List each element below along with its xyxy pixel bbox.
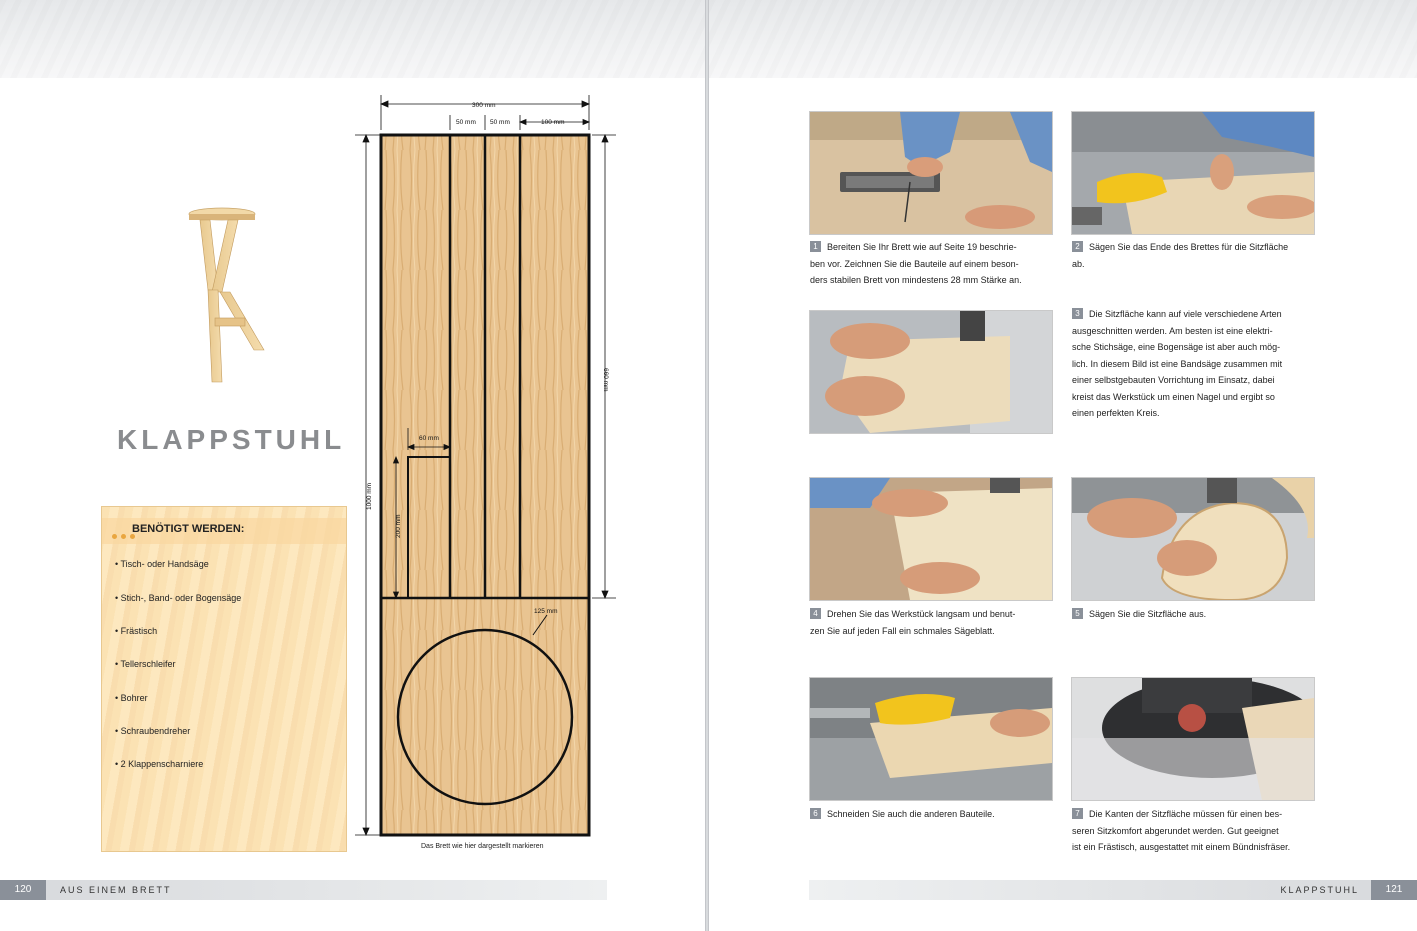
dim-width-c: 100 mm xyxy=(541,119,565,126)
left-footer xyxy=(0,880,607,900)
step-6-photo xyxy=(809,677,1053,801)
material-item: • 2 Klappenscharniere xyxy=(115,759,204,769)
right-page xyxy=(709,0,1417,931)
step-number: 3 xyxy=(1072,308,1083,319)
step-number: 2 xyxy=(1072,241,1083,252)
step-2-text: 2 Sägen Sie das Ende des Brettes für die Sitzfläche ab. xyxy=(1072,242,1289,269)
dim-radius: 125 mm xyxy=(534,608,558,615)
step-5-text: 5 Sägen Sie die Sitzfläche aus. xyxy=(1072,606,1312,623)
step-number: 5 xyxy=(1072,608,1083,619)
step-3-text: 3 Die Sitzfläche kann auf viele verschiedene Arten ausgeschnitten werden. Am besten ist eine elektri- sche Stichsäge, eine Bogensäge ist aber auch mög- lich. In diesem Bild ist eine Bandsäge zusammen mit einer selbstgebauten Vorrichtung im Einsatz, dabei kreist das Werkstück um einen Nagel und ergibt so einen perfekten Kreis. xyxy=(1072,309,1283,418)
diagram-caption: Das Brett wie hier dargestellt markieren xyxy=(421,843,544,850)
dim-notch-width: 60 mm xyxy=(419,435,439,442)
step-1-photo xyxy=(809,111,1053,235)
dim-upper-height: 660 mm xyxy=(602,368,609,392)
right-footer xyxy=(809,880,1417,900)
step-number: 6 xyxy=(810,808,821,819)
step-number: 1 xyxy=(810,241,821,252)
stool-photo xyxy=(182,200,272,390)
step-5-photo xyxy=(1071,477,1315,601)
material-item: • Tellerschleifer xyxy=(115,659,176,669)
step-1-text: 1 Bereiten Sie Ihr Brett wie auf Seite 19 beschrie- ben vor. Zeichnen Sie die Bauteile auf einem beson- ders stabilen Brett von mindestens 28 mm Stärke an. xyxy=(810,242,1022,285)
material-item: • Frästisch xyxy=(115,626,158,636)
page-number: 121 xyxy=(1371,880,1417,900)
step-4-text: 4 Drehen Sie das Werkstück langsam und benut- zen Sie auf jeden Fall ein schmales Sägeblatt. xyxy=(810,609,1016,636)
step-2-photo xyxy=(1071,111,1315,235)
footer-title: AUS EINEM BRETT xyxy=(60,885,172,895)
dim-total-height: 1000 mm xyxy=(366,482,373,510)
stone-header-band xyxy=(709,0,1417,78)
materials-header xyxy=(102,518,346,544)
step-number: 7 xyxy=(1072,808,1083,819)
material-item: • Bohrer xyxy=(115,693,148,703)
material-item: • Stich-, Band- oder Bogensäge xyxy=(115,593,242,603)
material-item: • Tisch- oder Handsäge xyxy=(115,559,209,569)
page-number: 120 xyxy=(0,880,46,900)
footer-title: KLAPPSTUHL xyxy=(1280,885,1359,895)
dim-width-a: 50 mm xyxy=(456,119,476,126)
material-item: • Schraubendreher xyxy=(115,726,191,736)
step-number: 4 xyxy=(810,608,821,619)
left-page xyxy=(0,0,705,931)
step-3-photo xyxy=(809,310,1053,434)
page-title: KLAPPSTUHL xyxy=(117,424,346,455)
step-7-text: 7 Die Kanten der Sitzfläche müssen für einen bes- seren Sitzkomfort abgerundet werden. Gut geeignet ist ein Frästisch, ausgestattet mit einem Bündnisfräser. xyxy=(1072,809,1291,852)
step-7-photo xyxy=(1071,677,1315,801)
step-6-text: 6 Schneiden Sie auch die anderen Bauteile. xyxy=(810,806,1050,823)
materials-box xyxy=(101,506,347,852)
step-4-photo xyxy=(809,477,1053,601)
dim-total-width: 300 mm xyxy=(472,102,496,109)
cutting-diagram xyxy=(350,90,630,860)
dim-notch-height: 200 mm xyxy=(395,514,402,538)
stone-header-band xyxy=(0,0,705,78)
materials-heading: BENÖTIGT WERDEN: xyxy=(132,523,245,535)
dim-width-b: 50 mm xyxy=(490,119,510,126)
